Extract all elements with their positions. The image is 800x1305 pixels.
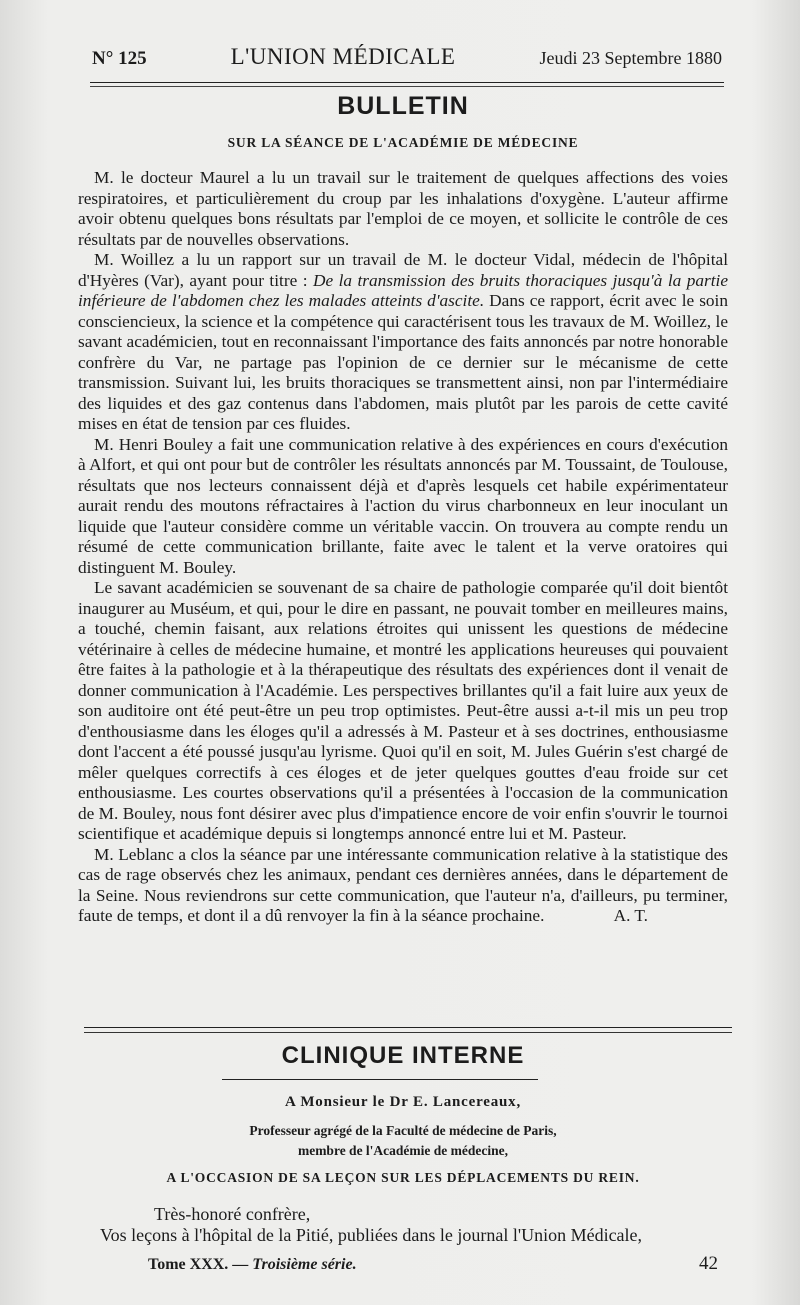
paragraph-woillez-end: Dans ce rapport, écrit avec le soin consciencieux, la science et la compétence qui caractérisent tous les travaux de M. Woillez, le savant académicien, tout en reconnaissant l'importance des faits annoncés par notre honorable confrère du Var, ne partage pas l'opinion de ce dernier sur le mécanisme de cette transmission. Suivant lui, les bruits thoraciques se transmettent ainsi, non par l'intermédiaire des liquides et des gaz contenus dans l'abdomen, mais plutôt par les parois de cette cavité mises en état de tension par ces fluides.	[78, 291, 728, 433]
header-rule-thin	[90, 86, 724, 87]
title-underline	[222, 1079, 538, 1080]
salutation: Très-honoré confrère,	[154, 1204, 311, 1224]
page-number: 42	[699, 1253, 718, 1274]
bulletin-body	[78, 168, 728, 927]
page-footer	[148, 1253, 718, 1275]
section-rule	[84, 1027, 732, 1028]
series-label: Troisième série.	[252, 1256, 357, 1273]
paragraph-leblanc	[78, 845, 728, 927]
issue-date: Jeudi 23 Septembre 1880	[539, 48, 722, 68]
journal-title: L'UNION MÉDICALE	[230, 44, 456, 69]
running-header	[92, 44, 722, 78]
signature: A. T.	[613, 906, 648, 925]
paragraph-maurel: M. le docteur Maurel a lu un travail sur le traitement de quelques affections des voies respiratoires, et particulièrement du croup par les inhalations d'oxygène. L'auteur affirme avoir obtenu quelques bons résultats par l'emploi de ce moyen, et sollicite le contrôle de ces résultats par de nouvelles observations.	[78, 168, 728, 249]
letter-opening	[78, 1204, 728, 1246]
addressee-role-2: membre de l'Académie de médecine,	[297, 1143, 509, 1158]
header-rule	[90, 82, 724, 83]
bulletin-subtitle: SUR LA SÉANCE DE L'ACADÉMIE DE MÉDECINE	[227, 135, 579, 150]
paragraph-bouley: M. Henri Bouley a fait une communication relative à des expériences en cours d'exécution à Alfort, et qui ont pour but de contrôler les résultats annoncés par M. Toussaint, de Toulouse, résultats que nos lecteurs connaissent déjà et d'après lesquels cet habile expérimentateur aurait rendu des moutons réfractaires à l'action du virus charbonneux en leur inoculant un liquide que l'auteur considère comme un véritable vaccin. On trouvera au compte rendu un résumé de cette communication brillante, faite avec le talent et la verve oratoires qui distinguent M. Bouley.	[78, 434, 728, 577]
paragraph-woillez-start: M. Woillez a lu un rapport sur un travail de M. le docteur Vidal, médecin de l'hôpital d'Hyères (Var), ayant pour titre :	[78, 250, 728, 290]
issue-number: N° 125	[92, 48, 147, 69]
bulletin-title: BULLETIN	[337, 92, 469, 120]
paragraph-woillez	[78, 250, 728, 435]
tome-info	[148, 1256, 357, 1274]
occasion-line: A L'OCCASION DE SA LEÇON SUR LES DÉPLACEMENTS DU REIN.	[166, 1170, 640, 1185]
letter-first-line: Vos leçons à l'hôpital de la Pitié, publiées dans le journal l'Union Médicale,	[100, 1225, 643, 1245]
clinique-title: CLINIQUE INTERNE	[281, 1042, 525, 1069]
article-title: De la transmission des bruits thoraciques jusqu'à la partie inférieure de l'abdomen chez les malades atteints d'ascite.	[78, 270, 728, 310]
paragraph-leblanc-text: M. Leblanc a clos la séance par une intéressante communication relative à la statistique des cas de rage observés chez les animaux, pendant ces dernières années, dans le département de la Seine. Nous reviendrons sur cette communication, que l'auteur n'a, d'ailleurs, pu terminer, faute de temps, et dont il a dû renvoyer la fin à la séance prochaine.	[78, 844, 728, 925]
addressee: A Monsieur le Dr E. Lancereaux,	[284, 1094, 522, 1110]
addressee-roles	[78, 1121, 728, 1161]
paragraph-academicien: Le savant académicien se souvenant de sa chaire de pathologie comparée qu'il doit bientôt inaugurer au Muséum, et qui, pour le dire en passant, ne pouvait tomber en meilleures mains, a touché, chemin faisant, aux relations étroites qui unissent les questions de médecine vétérinaire à celles de médecine humaine, et montré les applications heureuses qui pouvaient être faites à la pathologie et à la thérapeutique des résultats des expériences dont il venait de donner communication à l'Académie. Les perspectives brillantes qu'il a fait luire aux yeux de son auditoire ont été peut-être un peu trop optimistes. Peut-être aussi a-t-il mis un peu trop d'enthousiasme dans les éloges qu'il a adressés à M. Pasteur et à ses doctrines, enthousiasme dont l'accent a été poussé jusqu'au lyrisme. Quoi qu'il en soit, M. Jules Guérin s'est chargé de mêler quelques correctifs à ces éloges et de jeter quelques gouttes d'eau froide sur cet enthousiasme. Les courtes observations qu'il a présentées à l'occasion de la communication de M. Bouley, nous font désirer avec plus d'impatience encore de voir enfin s'ouvrir le tournoi scientifique et académique depuis si longtemps annoncé entre lui et M. Pasteur.	[78, 578, 728, 843]
addressee-role-1: Professeur agrégé de la Faculté de médecine de Paris,	[249, 1123, 557, 1138]
section-rule-thin	[84, 1032, 732, 1033]
tome-number: Tome XXX. —	[148, 1256, 249, 1273]
